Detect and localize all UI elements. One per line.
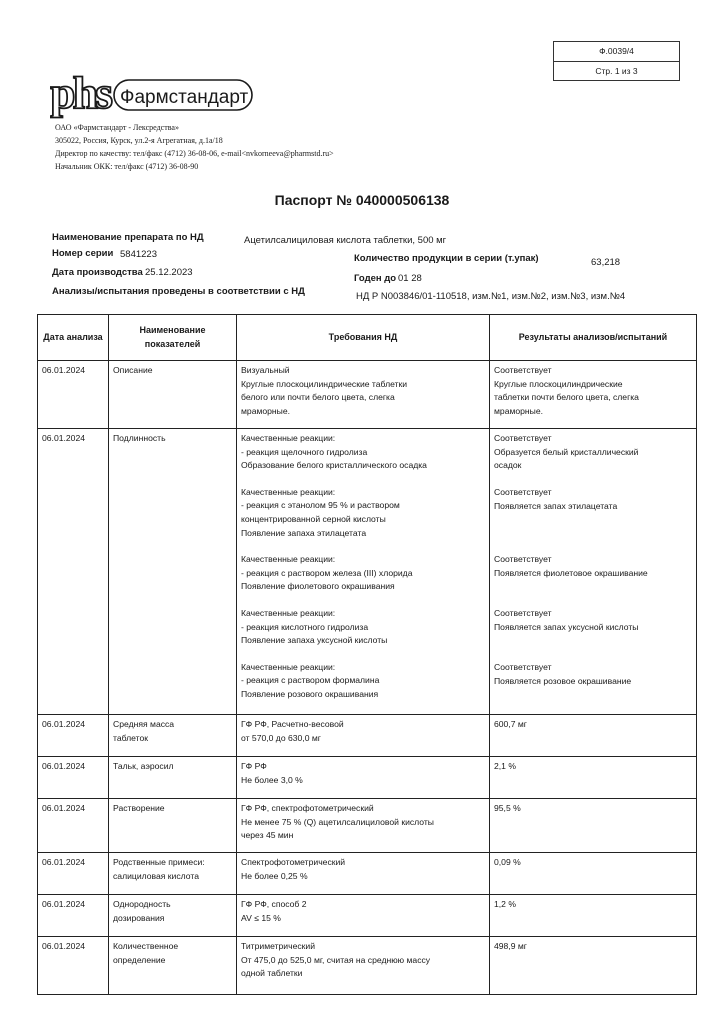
result-text: 498,9 мг — [494, 941, 527, 951]
row-results — [490, 937, 697, 995]
requirement-text: ГФ РФ, способ 2 AV ≤ 15 % — [241, 899, 307, 923]
valid-until-value: 01 28 — [398, 273, 422, 284]
valid-until-label: Годен до — [354, 273, 397, 284]
page-number: Стр. 1 из 3 — [554, 61, 679, 81]
row-date: 06.01.2024 — [38, 895, 109, 937]
analysis-basis-label: Анализы/испытания проведены в соответствии с НД — [52, 286, 305, 297]
row-requirements — [237, 361, 490, 429]
row-indicator: Родственные примеси: салициловая кислота — [109, 853, 237, 895]
company-address: 305022, Россия, Курск, ул.2-я Агрегатная, д.1а/18 — [55, 136, 223, 145]
form-code-box — [553, 41, 680, 81]
row-indicator: Тальк, аэросил — [109, 757, 237, 799]
passport-title: Паспорт № 040000506138 — [274, 192, 450, 208]
row-results — [490, 361, 697, 429]
row-results — [490, 715, 697, 757]
row-results — [490, 799, 697, 853]
table-row — [38, 937, 697, 995]
requirement-text: ГФ РФ Не более 3,0 % — [241, 761, 303, 785]
row-date: 06.01.2024 — [38, 715, 109, 757]
table-row — [38, 799, 697, 853]
result-text: 1,2 % — [494, 899, 516, 909]
table-header-row — [38, 315, 697, 361]
row-indicator: Однородность дозирования — [109, 895, 237, 937]
result-text: Соответствует Появляется розовое окрашивание — [494, 662, 632, 686]
row-date: 06.01.2024 — [38, 429, 109, 715]
row-date: 06.01.2024 — [38, 361, 109, 429]
requirement-text: Качественные реакции: - реакция кислотного гидролиза Появление запаха уксусной кислоты — [241, 607, 388, 646]
result-text: 2,1 % — [494, 761, 516, 771]
result-text: Соответствует Появляется фиолетовое окрашивание — [494, 554, 648, 578]
result-text: Соответствует Образуется белый кристаллический осадок — [494, 433, 639, 471]
header-date: Дата анализа — [38, 315, 109, 361]
logo-graphic — [50, 64, 255, 122]
logo-name: Фармстандарт — [120, 87, 249, 108]
result-text: Соответствует Появляется запах этилацетата — [494, 487, 618, 511]
series-label: Номер серии — [52, 248, 114, 259]
requirement-text: Качественные реакции: - реакция с раствором железа (III) хлорида Появление фиолетового окрашивания — [241, 554, 413, 592]
row-results — [490, 895, 697, 937]
row-date: 06.01.2024 — [38, 799, 109, 853]
table-row — [38, 429, 697, 715]
result-text: Соответствует Появляется запах уксусной кислоты — [494, 608, 639, 632]
row-indicator: Описание — [109, 361, 237, 429]
result-text: Соответствует Круглые плоскоцилиндрические таблетки почти белого цвета, слегка мраморные. — [494, 365, 639, 416]
row-indicator: Количественное определение — [109, 937, 237, 995]
row-requirements — [237, 429, 490, 715]
requirement-text: ГФ РФ, спектрофотометрический Не менее 75 % (Q) ацетилсалициловой кислоты через 45 мин — [241, 803, 434, 841]
form-code: Ф.0039/4 — [599, 46, 634, 56]
result-text: 600,7 мг — [494, 719, 527, 729]
row-indicator: Средняя масса таблеток — [109, 715, 237, 757]
analysis-basis-value: НД Р N003846/01-110518, изм.№1, изм.№2, изм.№3, изм.№4 — [356, 291, 626, 302]
requirement-text: ГФ РФ, Расчетно-весовой от 570,0 до 630,0 мг — [241, 719, 344, 743]
row-results — [490, 757, 697, 799]
row-requirements — [237, 757, 490, 799]
logo-letters: phs — [50, 67, 111, 118]
requirement-text: Визуальный Круглые плоскоцилиндрические таблетки белого или почти белого цвета, слегка мраморные. — [241, 365, 408, 416]
requirement-text: Спектрофотометрический Не более 0,25 % — [241, 857, 346, 881]
row-indicator: Растворение — [109, 799, 237, 853]
quantity-value: 63,218 — [591, 257, 621, 268]
production-date-label: Дата производства — [52, 267, 143, 278]
drug-name-value: Ацетилсалициловая кислота таблетки, 500 мг — [244, 235, 447, 246]
row-requirements — [237, 715, 490, 757]
table-row — [38, 361, 697, 429]
quantity-label: Количество продукции в серии (т.упак) — [354, 253, 539, 264]
header-indicator: Наименование показателей — [109, 315, 237, 361]
drug-name-label: Наименование препарата по НД — [52, 232, 204, 243]
row-requirements — [237, 895, 490, 937]
company-name: ОАО «Фармстандарт - Лексредства» — [55, 123, 179, 132]
table-row — [38, 715, 697, 757]
row-indicator: Подлинность — [109, 429, 237, 715]
company-logo — [50, 64, 255, 122]
analysis-table — [37, 314, 697, 995]
qc-head-contact: Начальник ОКК: тел/факс (4712) 36-08-90 — [55, 162, 199, 171]
header-results: Результаты анализов/испытаний — [490, 315, 697, 361]
row-requirements — [237, 937, 490, 995]
production-date-value: 25.12.2023 — [145, 267, 193, 278]
table-row — [38, 853, 697, 895]
row-requirements — [237, 853, 490, 895]
result-text: 95,5 % — [494, 803, 521, 813]
requirement-text: Качественные реакции: - реакция щелочного гидролиза Образование белого кристаллического осадка — [241, 433, 427, 471]
table-row — [38, 895, 697, 937]
row-date: 06.01.2024 — [38, 853, 109, 895]
row-results — [490, 853, 697, 895]
result-text: 0,09 % — [494, 857, 521, 867]
quality-director-contact: Директор по качеству: тел/факс (4712) 36-08-06, e-mail<nvkorneeva@pharmstd.ru> — [55, 149, 334, 158]
company-info — [55, 121, 334, 173]
header-requirements: Требования НД — [237, 315, 490, 361]
requirement-text: Качественные реакции: - реакция с этанолом 95 % и раствором концентрированной серной кислоты Появление запаха этилацетата — [241, 486, 400, 538]
table-row — [38, 757, 697, 799]
series-value: 5841223 — [120, 249, 157, 260]
requirement-text: Качественные реакции: - реакция с раствором формалина Появление розового окрашивания — [241, 661, 380, 699]
row-requirements — [237, 799, 490, 853]
row-date: 06.01.2024 — [38, 757, 109, 799]
row-date: 06.01.2024 — [38, 937, 109, 995]
row-results — [490, 429, 697, 715]
requirement-text: Титриметрический От 475,0 до 525,0 мг, считая на среднюю массу одной таблетки — [241, 941, 431, 979]
